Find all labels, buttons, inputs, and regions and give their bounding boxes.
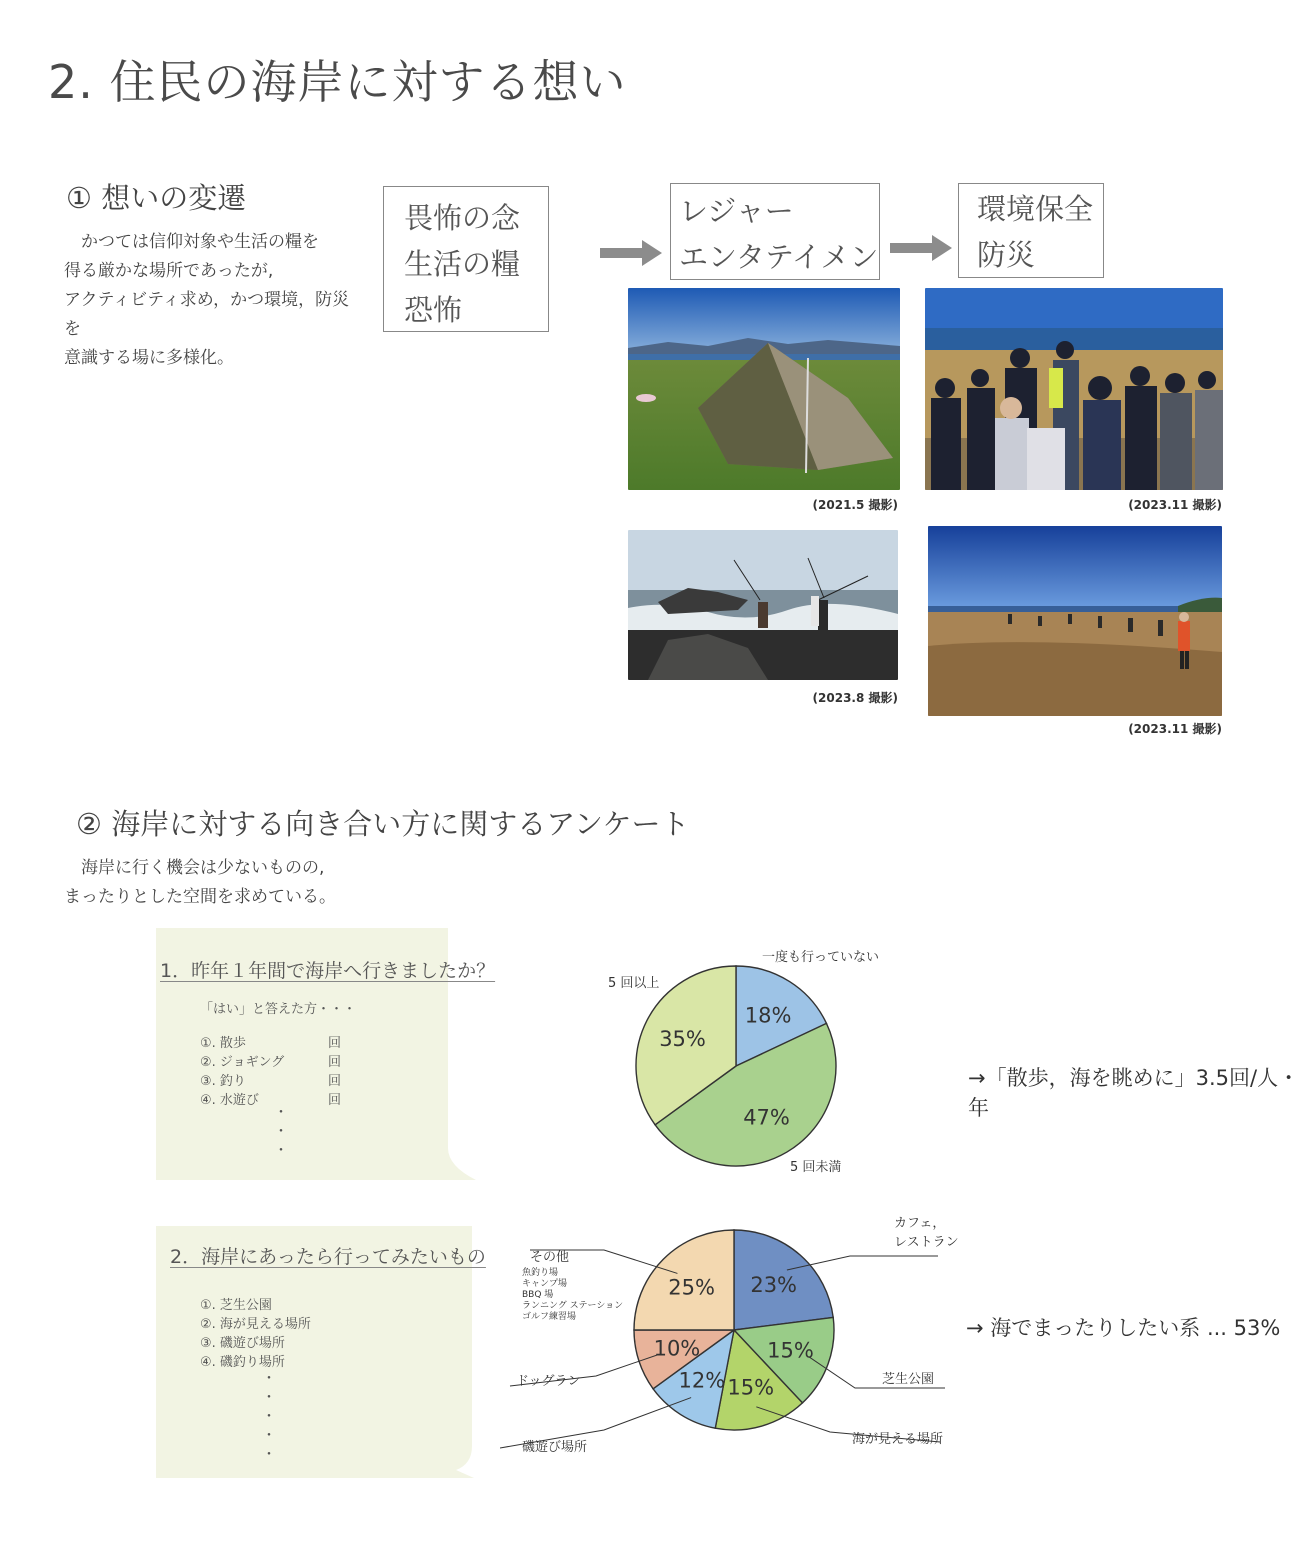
stage-line: レジャー: [679, 194, 794, 228]
section1-heading: ① 想いの変遷: [66, 181, 247, 215]
q1-result: →「散歩，海を眺めに」3.5回/人・年: [968, 1066, 1300, 1120]
ellipsis-dots: ・ ・ ・: [274, 1105, 288, 1159]
list-item: ゴルフ練習場: [522, 1312, 577, 1322]
desc-line: 海岸に行く機会は少ないものの,: [64, 858, 325, 878]
desc-line: アクティビティ求め，かつ環境，防災を: [64, 290, 350, 339]
desc-line: まったりとした空間を求めている。: [64, 887, 336, 907]
arrow-right-icon: [890, 235, 952, 261]
q1-title: 1．昨年１年間で海岸へ行きましたか？: [160, 960, 496, 982]
arrow-right-icon: [600, 240, 662, 266]
desc-line: 得る厳かな場所であったが,: [64, 261, 274, 281]
cleanup-photo: [928, 526, 1222, 716]
photo-caption: (2023.8 撮影): [812, 691, 898, 705]
pie-value-label: 18%: [744, 1003, 792, 1028]
other-breakdown-list: [522, 1268, 623, 1323]
desc-line: かつては信仰対象や生活の糧を: [64, 232, 319, 252]
list-item: ②. 海が見える場所: [200, 1317, 311, 1332]
unit-label: 回: [328, 1093, 342, 1108]
pie-value-label: 10%: [653, 1336, 701, 1361]
photo-caption: (2023.11 撮影): [1128, 722, 1222, 736]
pie-label: 芝生公園: [882, 1372, 935, 1387]
pie-label: ドッグラン: [516, 1374, 581, 1389]
crowd-photo: [925, 288, 1223, 490]
unit-label: 回: [328, 1036, 342, 1051]
q2-list: [200, 1296, 311, 1372]
list-item: ③. 釣り 回: [200, 1074, 342, 1089]
q1-list: [200, 1034, 350, 1110]
photo-caption: (2023.11 撮影): [1128, 498, 1222, 512]
pie-label: 海が見える場所: [852, 1432, 944, 1447]
stage-line: エンタテイメン: [679, 240, 879, 274]
q2-title: 2．海岸にあったら行ってみたいもの: [170, 1246, 486, 1268]
desc-line: 意識する場に多様化。: [64, 348, 234, 368]
pie-value-label: 25%: [668, 1275, 715, 1300]
section2-heading: ② 海岸に対する向き合い方に関するアンケート: [76, 807, 690, 841]
pie-value-label: 15%: [767, 1338, 814, 1363]
page-title: 2. 住民の海岸に対する想い: [48, 55, 627, 109]
section2-description: [64, 854, 464, 912]
pie-label: 5 回以上: [608, 976, 660, 991]
unit-label: 回: [328, 1055, 342, 1070]
list-item: ③. 磯遊び場所: [200, 1336, 285, 1351]
list-item: BBQ 場: [522, 1290, 554, 1300]
list-item: ②. ジョギング 回: [200, 1055, 342, 1070]
pie-label: 磯遊び場所: [522, 1440, 588, 1455]
list-item: キャンプ場: [522, 1279, 568, 1289]
ellipsis-dots: ・ ・ ・ ・ ・: [262, 1371, 276, 1463]
pie-value-label: 35%: [659, 1026, 706, 1051]
stage-line: 恐怖: [404, 293, 463, 327]
photo-caption: (2021.5 撮影): [812, 498, 898, 512]
list-item: ④. 磯釣り場所: [200, 1355, 285, 1370]
list-item: ランニング ステーション: [522, 1301, 624, 1311]
pie-value-label: 12%: [678, 1368, 726, 1393]
tent-photo: [628, 288, 900, 490]
pie-label: 一度も行っていない: [762, 950, 880, 965]
stage-box-leisure: [670, 183, 880, 280]
stage-box-environment: [958, 183, 1104, 278]
section1-description: [64, 228, 364, 373]
q2-result: → 海でまったりしたい系 ... 53%: [966, 1316, 1281, 1340]
stage-box-awe: [383, 186, 549, 332]
list-item: ④. 水遊び 回: [200, 1093, 342, 1108]
pie-value-label: 23%: [750, 1272, 798, 1297]
stage-line: 防災: [977, 238, 1036, 272]
pie-chart-visits: [630, 960, 842, 1172]
stage-line: 環境保全: [977, 192, 1094, 226]
q1-note: 「はい」と答えた方・・・: [200, 1002, 357, 1017]
stage-line: 畏怖の念: [404, 201, 521, 235]
unit-label: 回: [328, 1074, 342, 1089]
list-item: ①. 散歩 回: [200, 1036, 342, 1051]
list-item: ①. 芝生公園: [200, 1298, 272, 1313]
stage-line: 生活の糧: [404, 247, 521, 281]
pie-label: その他: [530, 1250, 570, 1265]
pie-label: カフェ， レストラン: [894, 1216, 959, 1250]
pie-value-label: 15%: [727, 1375, 775, 1400]
fishing-photo: [628, 530, 898, 680]
pie-value-label: 47%: [743, 1105, 790, 1130]
list-item: 魚釣り場: [522, 1268, 559, 1278]
pie-label: 5 回未満: [790, 1160, 842, 1175]
